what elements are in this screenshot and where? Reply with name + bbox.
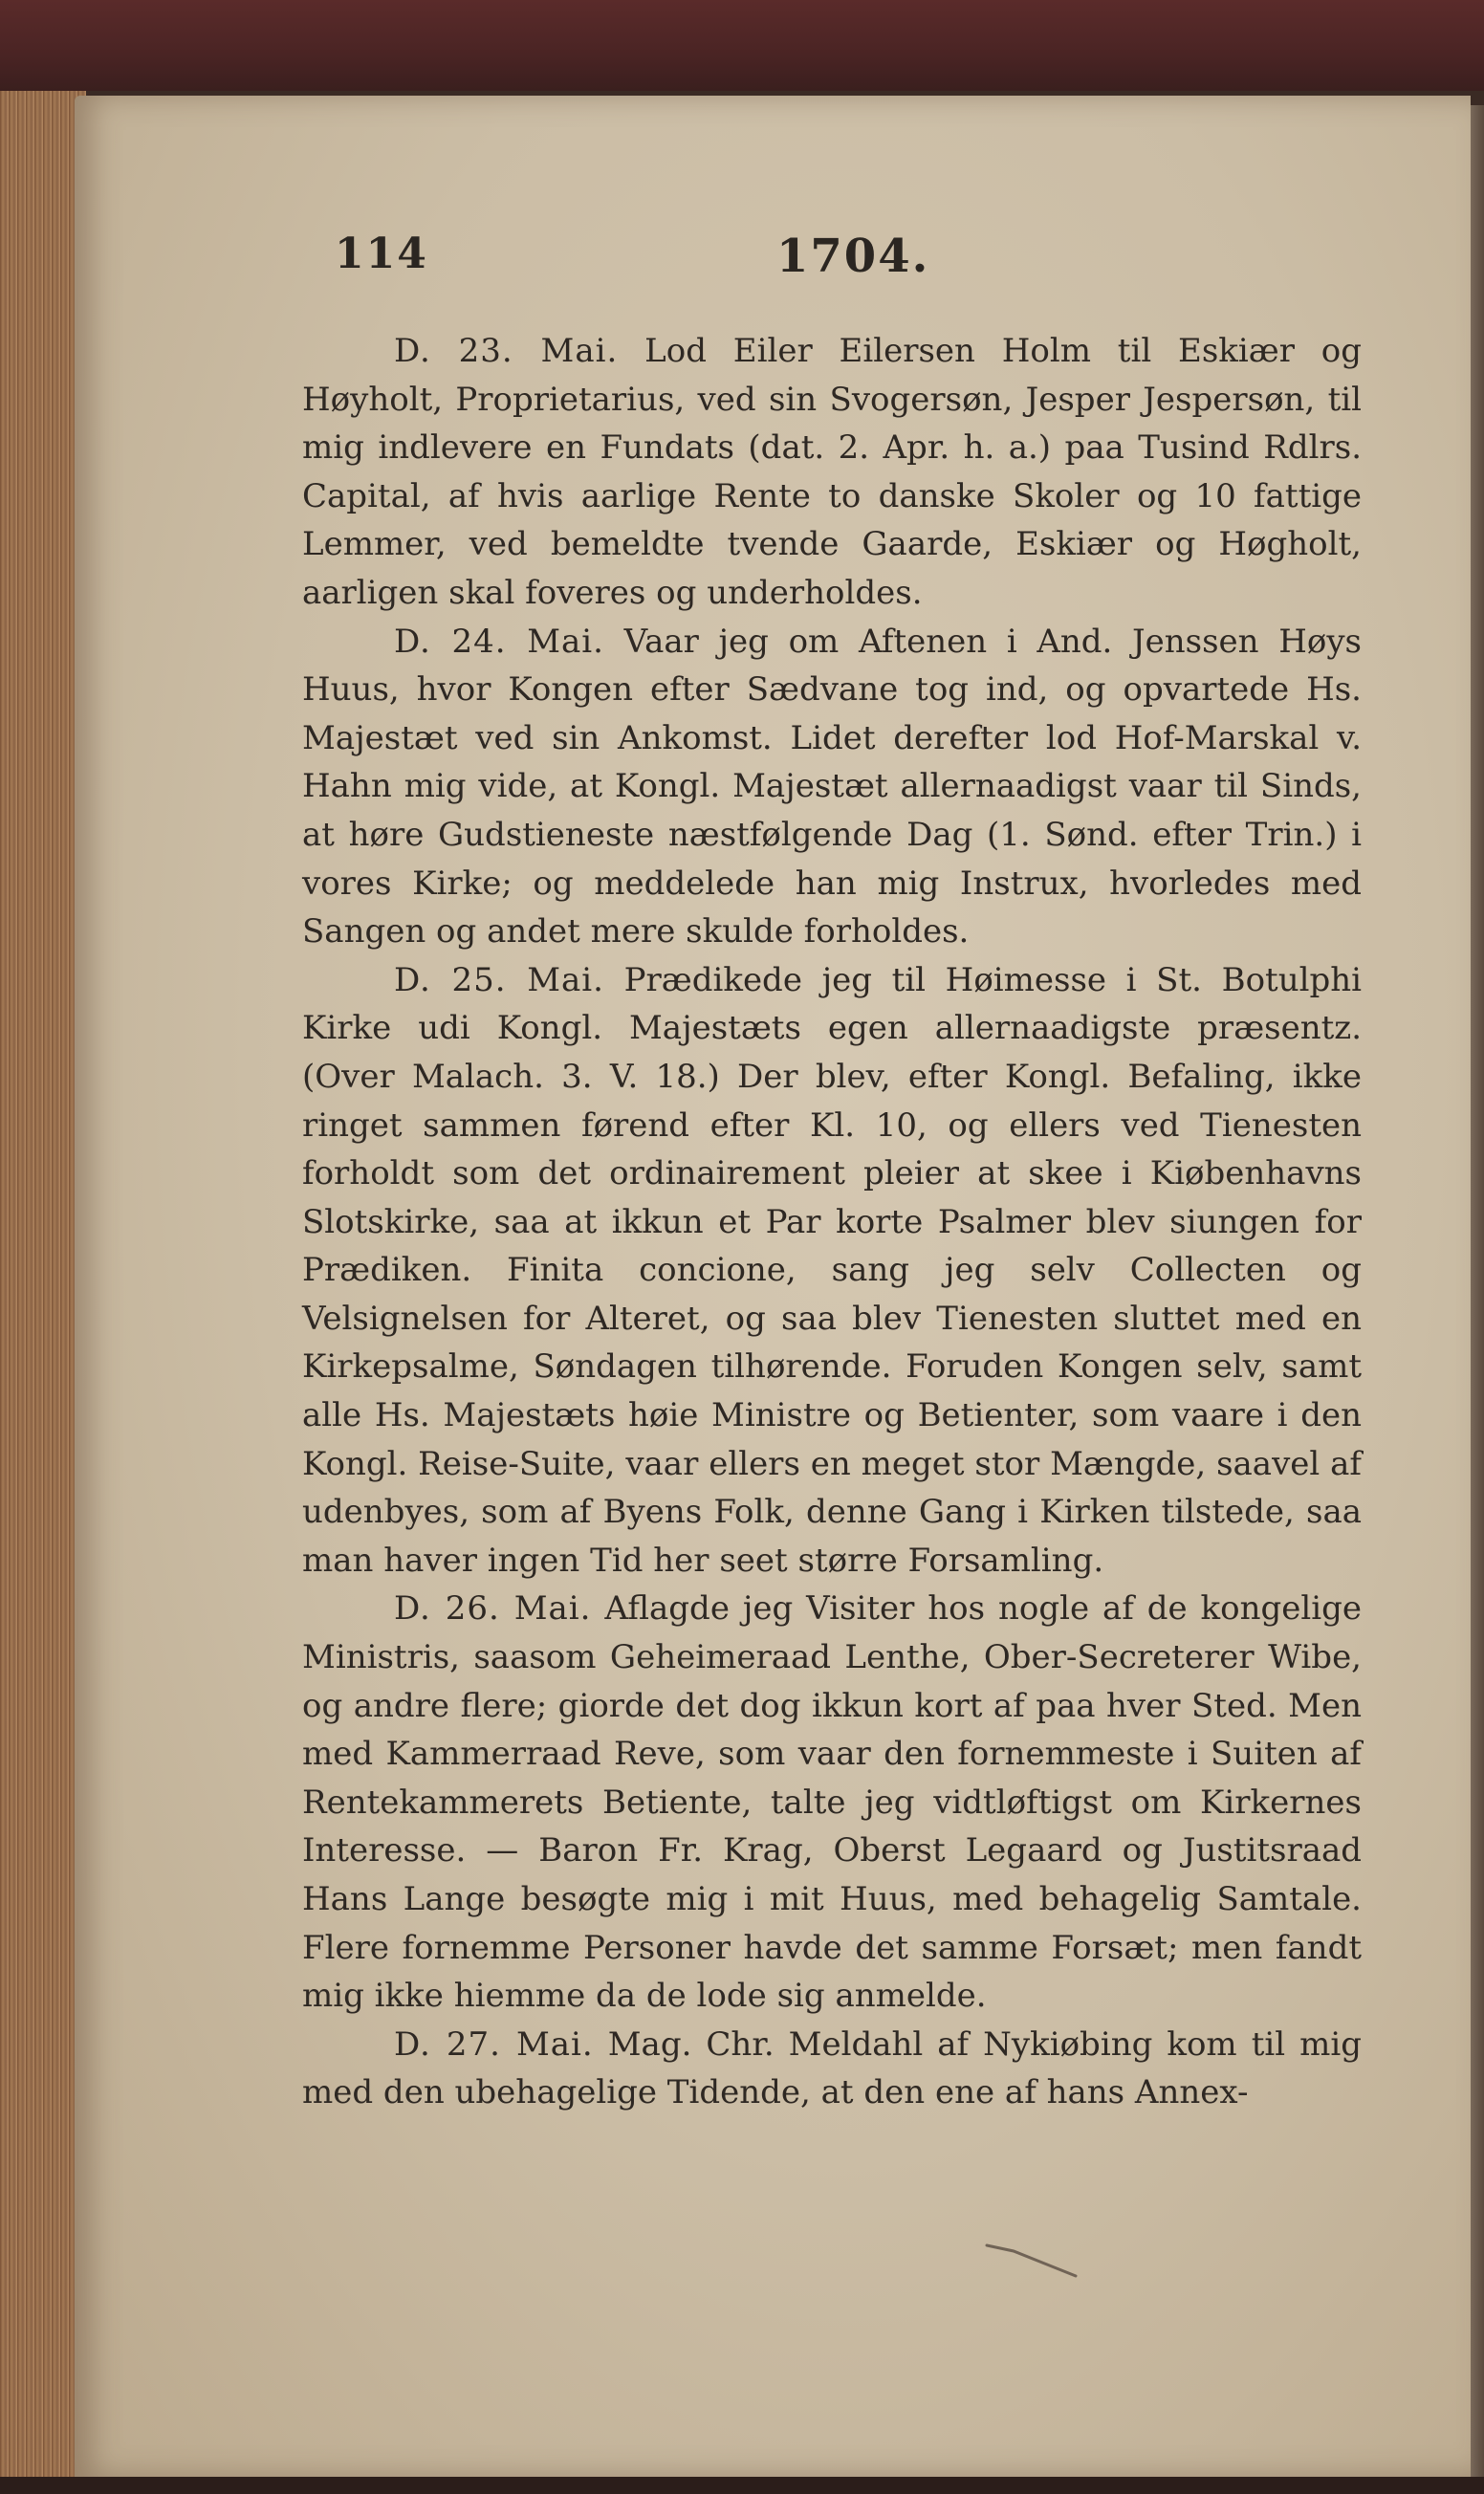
diary-entry	[302, 327, 1362, 618]
entry-text: Prædikede jeg til Høimesse i St. Botulphi Kirke udi Kongl. Majestæts egen allernaadigste præsentz. (Over Malach. 3. V. 18.) Der blev, efter Kongl. Befaling, ikke ringet sammen førend efter Kl. 10, og ellers ved Tienesten forholdt som det ordinairement pleier at skee i Kiøbenhavns Slotskirke, saa at ikkun et Par korte Psalmer blev siungen for Prædiken. Finita concione, sang jeg selv Collecten og Velsignelsen for Alteret, og saa blev Tienesten sluttet med en Kirkepsalme, Søndagen tilhørende. Foruden Kongen selv, samt alle Hs. Majestæts høie Ministre og Betienter, som vaare i den Kongl. Reise-Suite, vaar ellers en meget stor Mængde, saavel af udenbyes, som af Byens Folk, denne Gang i Kirken tilstede, saa man haver ingen Tid her seet større Forsamling.	[302, 960, 1363, 1580]
entry-text: Mag. Chr. Meldahl af Nykiøbing kom til mig med den ubehagelige Tidende, at den ene af hans Annex-	[302, 2024, 1362, 2112]
entry-date: D. 27. Mai.	[394, 2024, 594, 2064]
diary-entry	[302, 618, 1362, 956]
page-number: 114	[335, 230, 428, 278]
page-header	[0, 230, 1484, 296]
entry-text: Aflagde jeg Visiter hos nogle af de kongelige Ministris, saasom Geheimeraad Lenthe, Ober-Secreterer Wibe, og andre flere; giorde det dog ikkun kort af paa hver Sted. Men med Kammerraad Reve, som vaar den fornemmeste i Suiten af Rentekammerets Betiente, talte jeg vidtløftigst om Kirkernes Interesse. — Baron Fr. Krag, Oberst Legaard og Justitsraad Hans Lange besøgte mig i mit Huus, med behagelig Samtale. Flere fornemme Personer havde det samme Forsæt; men fandt mig ikke hiemme da de lode sig anmelde.	[302, 1589, 1363, 2016]
bottom-edge	[0, 2477, 1484, 2494]
diary-entry	[302, 956, 1362, 1586]
diary-entry	[302, 1585, 1362, 2020]
page-stack-edge	[0, 91, 86, 2477]
entry-date: D. 24. Mai.	[394, 622, 604, 661]
entry-date: D. 23. Mai.	[394, 332, 619, 370]
entry-text: Vaar jeg om Aftenen i And. Jenssen Høys Huus, hvor Kongen efter Sædvane tog ind, og opvartede Hs. Majestæt ved sin Ankomst. Lidet derefter lod Hof-Marskal v. Hahn mig vide, at Kongl. Majestæt allernaadigst vaar til Sinds, at høre Gudstieneste næstfølgende Dag (1. Sønd. efter Trin.) i vores Kirke; og meddelede han mig Instrux, hvorledes med Sangen og andet mere skulde forholdes.	[302, 622, 1362, 952]
diary-entry	[302, 2021, 1362, 2117]
entry-text: Lod Eiler Eilersen Holm til Eskiær og Høyholt, Proprietarius, ved sin Svogersøn, Jesper Jespersøn, til mig indlevere en Fundats (dat. 2. Apr. h. a.) paa Tusind Rdlrs. Capital, af hvis aarlige Rente to danske Skoler og 10 fattige Lemmer, ved bemeldte tvende Gaarde, Eskiær og Høgholt, aarligen skal foveres og underholdes.	[302, 332, 1363, 612]
entry-date: D. 25. Mai.	[394, 960, 604, 999]
stray-ink-mark	[985, 2242, 1100, 2280]
book-cover-edge	[0, 0, 1484, 91]
running-year: 1704.	[776, 230, 930, 283]
entry-date: D. 26. Mai.	[394, 1589, 592, 1629]
diary-text	[302, 327, 1362, 2117]
